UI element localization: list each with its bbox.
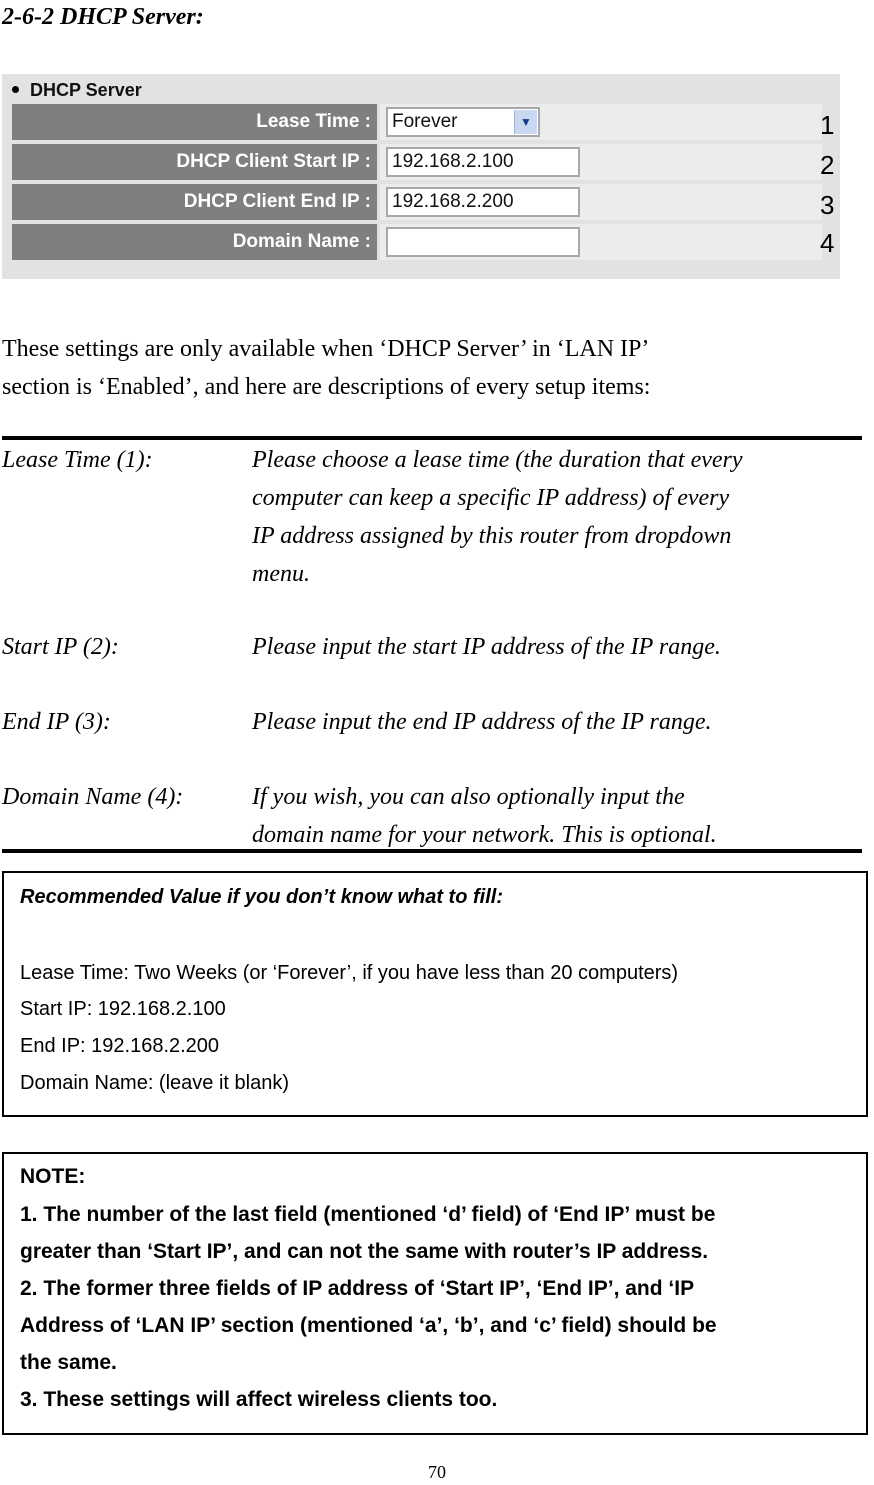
start-ip-cell xyxy=(380,144,822,180)
lease-time-description xyxy=(252,441,862,593)
recommended-title: Recommended Value if you don’t know what to fill: xyxy=(20,886,503,908)
page-number: 70 xyxy=(428,1462,446,1482)
lease-time-row xyxy=(12,104,822,140)
note-line: 2. The former three fields of IP address of ‘Start IP’, ‘End IP’, and ‘IP xyxy=(20,1277,695,1300)
desc-line: domain name for your network. This is optional. xyxy=(252,822,717,848)
start-ip-description xyxy=(252,628,862,666)
note-box xyxy=(2,1152,868,1435)
note-line: 1. The number of the last field (mentioned ‘d’ field) of ‘End IP’ must be xyxy=(20,1203,716,1226)
lease-time-term: Lease Time (1): xyxy=(2,447,153,473)
intro-line: section is ‘Enabled’, and here are descriptions of every setup items: xyxy=(2,374,651,400)
start-ip-input[interactable]: 192.168.2.100 xyxy=(386,147,580,177)
lease-time-value: Forever xyxy=(392,111,458,132)
end-ip-label: DHCP Client End IP : xyxy=(12,184,377,220)
start-ip-term: Start IP (2): xyxy=(2,634,119,660)
domain-name-description xyxy=(252,778,862,854)
end-ip-term: End IP (3): xyxy=(2,709,111,735)
lease-time-label: Lease Time : xyxy=(12,104,377,140)
section-heading: 2-6-2 DHCP Server: xyxy=(2,4,204,30)
start-ip-row xyxy=(12,144,822,180)
end-ip-input[interactable]: 192.168.2.200 xyxy=(386,187,580,217)
domain-name-row xyxy=(12,224,822,260)
note-title: NOTE: xyxy=(20,1165,86,1188)
bottom-divider xyxy=(2,849,862,853)
recommended-line: Domain Name: (leave it blank) xyxy=(20,1072,289,1094)
panel-title-text: DHCP Server xyxy=(30,80,142,100)
recommended-box xyxy=(2,871,868,1117)
domain-name-input[interactable] xyxy=(386,227,580,257)
domain-name-label: Domain Name : xyxy=(12,224,377,260)
desc-line: menu. xyxy=(252,561,310,587)
bullet-icon xyxy=(12,86,19,93)
callout-3: 3 xyxy=(820,190,835,220)
start-ip-label: DHCP Client Start IP : xyxy=(12,144,377,180)
end-ip-row xyxy=(12,184,822,220)
desc-line: Please choose a lease time (the duration that every xyxy=(252,447,743,473)
dhcp-server-panel xyxy=(2,74,840,279)
intro-paragraph xyxy=(2,330,862,406)
desc-line: IP address assigned by this router from dropdown xyxy=(252,523,732,549)
lease-time-cell xyxy=(380,104,822,140)
desc-line: Please input the start IP address of the IP range. xyxy=(252,634,721,660)
intro-line: These settings are only available when ‘DHCP Server’ in ‘LAN IP’ xyxy=(2,336,650,362)
recommended-line: Start IP: 192.168.2.100 xyxy=(20,998,226,1020)
note-line: 3. These settings will affect wireless clients too. xyxy=(20,1388,498,1411)
lease-time-select[interactable] xyxy=(386,107,540,137)
top-divider xyxy=(2,436,862,440)
domain-name-term: Domain Name (4): xyxy=(2,784,184,810)
callout-2: 2 xyxy=(820,150,835,180)
panel-title xyxy=(12,79,142,101)
callout-4: 4 xyxy=(820,228,835,258)
desc-line: If you wish, you can also optionally input the xyxy=(252,784,685,810)
recommended-line: End IP: 192.168.2.200 xyxy=(20,1035,220,1057)
recommended-line: Lease Time: Two Weeks (or ‘Forever’, if you have less than 20 computers) xyxy=(20,962,679,984)
end-ip-cell xyxy=(380,184,822,220)
callout-1: 1 xyxy=(820,110,835,140)
end-ip-description xyxy=(252,703,862,741)
note-line: greater than ‘Start IP’, and can not the same with router’s IP address. xyxy=(20,1240,709,1263)
domain-name-cell xyxy=(380,224,822,260)
desc-line: Please input the end IP address of the IP range. xyxy=(252,709,712,735)
chevron-down-icon[interactable]: ▼ xyxy=(514,110,537,134)
note-line: the same. xyxy=(20,1351,117,1374)
note-line: Address of ‘LAN IP’ section (mentioned ‘a’, ‘b’, and ‘c’ field) should be xyxy=(20,1314,717,1337)
desc-line: computer can keep a specific IP address) of every xyxy=(252,485,730,511)
